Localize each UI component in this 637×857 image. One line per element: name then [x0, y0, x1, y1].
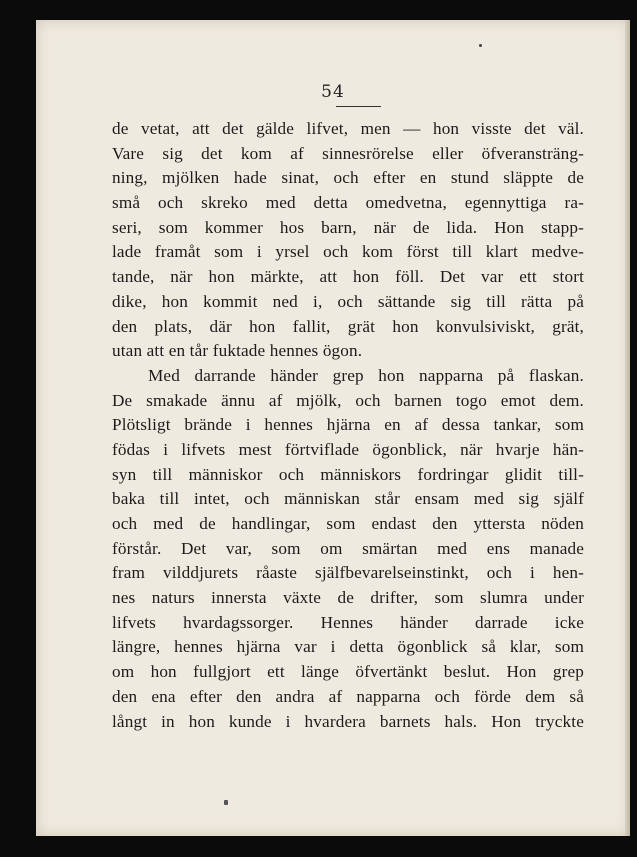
text-line: Vare sig det kom af sinnesrörelse eller öfveransträng- [112, 143, 584, 163]
text-line: tande, när hon märkte, att hon föll. Det var ett stort [112, 267, 584, 287]
text-line: små och skreko med detta omedvetna, egennyttiga ra- [112, 193, 584, 213]
text-line: baka till intet, och människan står ensam med sig själf [112, 489, 584, 509]
text-line: längre, hennes hjärna var i detta ögonblick så klar, som [112, 637, 584, 657]
text-line: förstår. Det var, som om smärtan med ens manade [112, 538, 584, 558]
text-line: dike, hon kommit ned i, och sättande sig till rätta på [112, 291, 584, 311]
text-line: om hon fullgjort ett länge öfvertänkt beslut. Hon grep [112, 662, 584, 682]
text-line: De smakade ännu af mjölk, och barnen togo emot dem. [112, 390, 584, 410]
text-line: lifvets hvardagssorger. Hennes händer darrade icke [112, 612, 584, 632]
text-line: utan att en tår fuktade hennes ögon. [112, 341, 363, 361]
text-line: födas i lifvets mest förtviflade ögonblick, när hvarje hän- [112, 439, 584, 459]
page-edge [625, 20, 630, 836]
text-line: Plötsligt brände i hennes hjärna en af dessa tankar, som [112, 415, 584, 435]
text-line: Med darrande händer grep hon napparna på flaskan. [148, 365, 584, 385]
text-line: och med de handlingar, som endast den yttersta nöden [112, 514, 584, 533]
text-line: långt in hon kunde i hvardera barnets hals. Hon tryckte [112, 711, 584, 731]
text-line: ning, mjölken hade sinat, och efter en stund släppte de [112, 168, 584, 188]
text-line: den plats, där hon fallit, grät hon konvulsiviskt, grät, [112, 316, 584, 336]
text-line: syn till människor och människors fordringar glidit till- [112, 464, 584, 484]
text-line: nes naturs innersta växte de drifter, som slumra under [112, 588, 584, 608]
ink-speck [479, 44, 482, 47]
text-line: fram vilddjurets råaste själfbevarelseinstinkt, och i hen- [112, 563, 584, 583]
page-number-rule [336, 106, 381, 107]
page-number: 54 [321, 82, 345, 102]
text-line: den ena efter den andra af napparna och förde dem så [112, 686, 584, 706]
text-line: seri, som kommer hos barn, när de lida. Hon stapp- [112, 217, 584, 237]
text-line: de vetat, att det gälde lifvet, men — hon visste det väl. [112, 119, 584, 138]
text-line: lade framåt som i yrsel och kom först till klart medve- [112, 242, 584, 262]
body-text [112, 117, 584, 734]
ink-speck-bottom [224, 800, 228, 805]
